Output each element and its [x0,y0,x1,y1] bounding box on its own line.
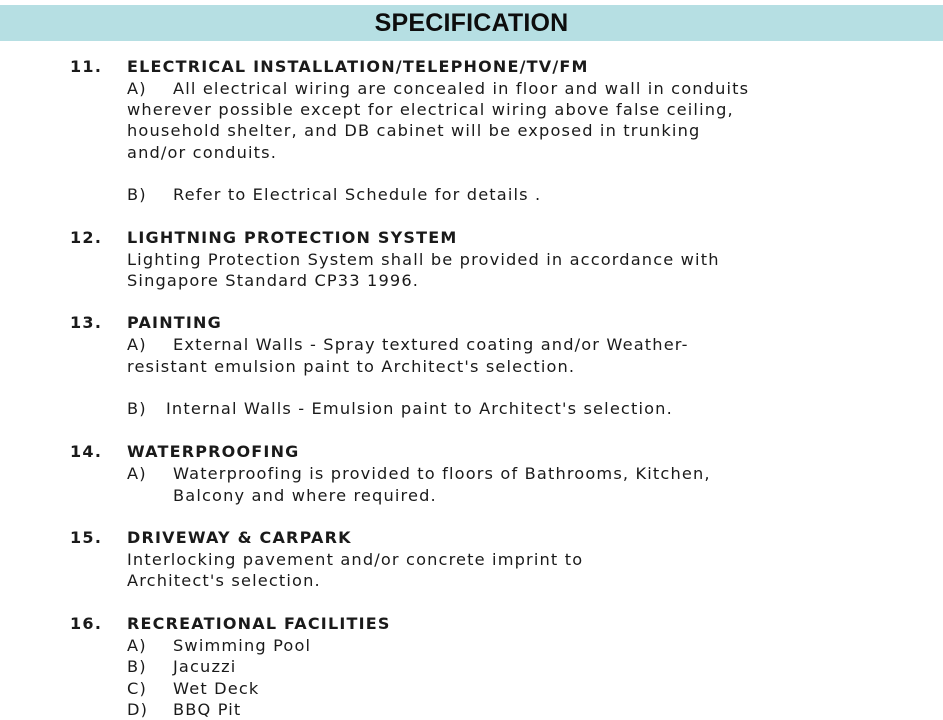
section-title: LIGHTNING PROTECTION SYSTEM [127,228,458,247]
item-text-line: BBQ Pit [173,700,242,719]
section-number: 13. [70,313,103,332]
section-text-line: Interlocking pavement and/or concrete imprint to [127,550,584,569]
item-text-line: External Walls - Spray textured coating and/or Weather- [173,335,689,354]
section-title: PAINTING [127,313,222,332]
item-label: A) [127,464,147,483]
item-label: B) [127,399,147,418]
section-text-line: Lighting Protection System shall be provided in accordance with [127,250,720,269]
item-text-line: Wet Deck [173,679,260,698]
section-title: RECREATIONAL FACILITIES [127,614,391,633]
section-number: 11. [70,57,103,76]
item-text-line: wherever possible except for electrical wiring above false ceiling, [127,100,734,119]
item-text-line: household shelter, and DB cabinet will be exposed in trunking [127,121,701,140]
item-label: A) [127,79,147,98]
section-title: WATERPROOFING [127,442,300,461]
item-label: A) [127,335,147,354]
section-text-line: Singapore Standard CP33 1996. [127,271,420,290]
section-number: 16. [70,614,103,633]
item-text-line: resistant emulsion paint to Architect's selection. [127,357,576,376]
item-text-line: Jacuzzi [173,657,237,676]
item-label: A) [127,636,147,655]
item-text-line: Balcony and where required. [173,486,437,505]
section-text-line: Architect's selection. [127,571,321,590]
item-text-line: Internal Walls - Emulsion paint to Architect's selection. [166,399,673,418]
item-text-line: Swimming Pool [173,636,312,655]
section-title: DRIVEWAY & CARPARK [127,528,352,547]
item-text-line: Refer to Electrical Schedule for details . [173,185,542,204]
header-bar [0,5,943,41]
item-label: D) [127,700,149,719]
item-text-line: and/or conduits. [127,143,278,162]
section-number: 14. [70,442,103,461]
section-title: ELECTRICAL INSTALLATION/TELEPHONE/TV/FM [127,57,589,76]
section-number: 12. [70,228,103,247]
item-text-line: All electrical wiring are concealed in floor and wall in conduits [173,79,750,98]
item-label: B) [127,185,147,204]
page-title: SPECIFICATION [374,8,569,37]
item-label: C) [127,679,147,698]
section-number: 15. [70,528,103,547]
item-text-line: Waterproofing is provided to floors of Bathrooms, Kitchen, [173,464,711,483]
item-label: B) [127,657,147,676]
